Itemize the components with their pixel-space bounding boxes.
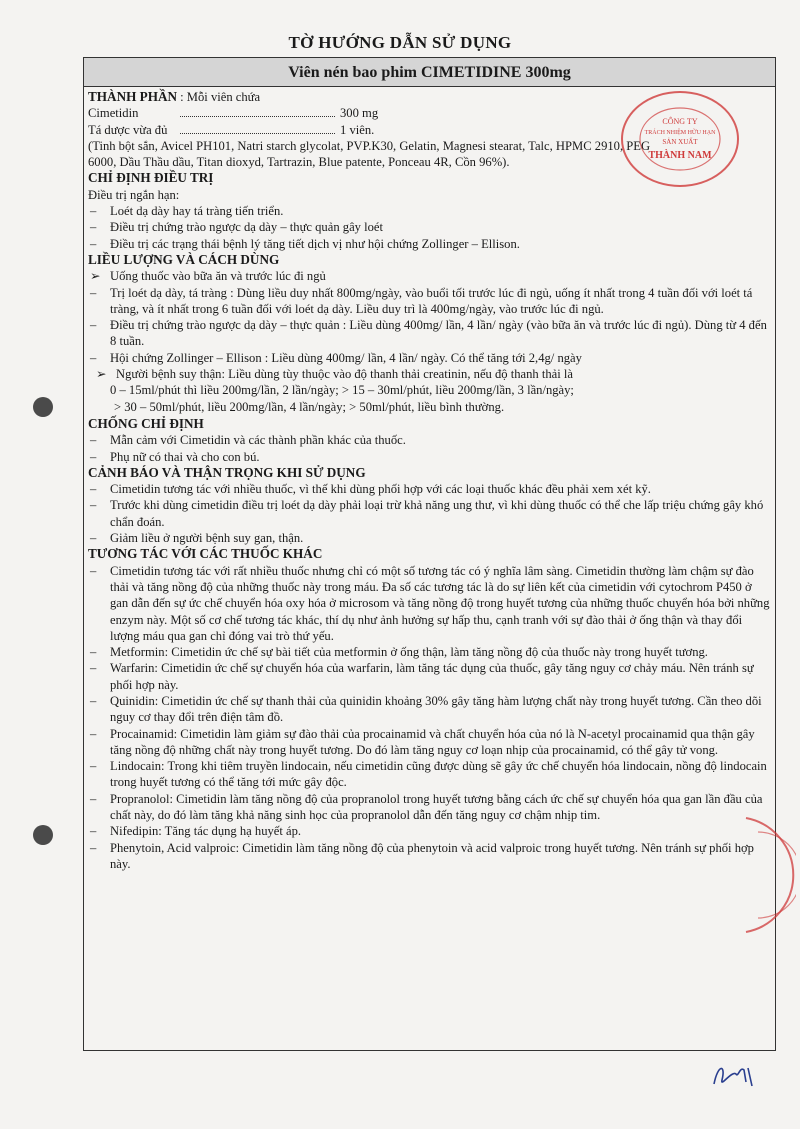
indications-intro: Điều trị ngắn hạn: [88,187,180,202]
list-item [88,758,771,791]
dash-bullet: – [90,498,97,513]
list-item-text: Hội chứng Zollinger – Ellison : Liều dùng 400mg/ lần, 4 lần/ ngày. Có thể tăng tới 2,4g/ ngày [110,350,582,365]
list-item-text: Propranolol: Cimetidin làm tăng nồng độ của propranolol trong huyết tương bằng cách ức chế sự chuyển hóa qua gan lần đầu của chất này, do đó làm tăng khả năng sinh học của propranolol dẫn đến tăng nguy cơ chậm nhịp tim. [110,791,763,823]
list-item-text: Loét dạ dày hay tá tràng tiến triển. [110,204,284,219]
list-item [88,563,771,644]
dash-bullet: – [90,220,97,235]
dash-bullet: – [90,791,97,806]
renal-dose-line: > 30 – 50ml/phút, liều 200mg/lần, 4 lần/ngày; > 50ml/phút, liều bình thường. [114,399,505,414]
dash-bullet: – [90,759,97,774]
dash-bullet: – [90,482,97,497]
list-item [88,203,771,219]
list-item-text: Giảm liều ở người bệnh suy gan, thận. [110,531,304,546]
list-item [88,530,771,546]
list-item-text: Metformin: Cimetidin ức chế sự bài tiết của metformin ở ống thận, làm tăng nồng độ của thuốc này trong huyết tương. [110,645,708,660]
ingredient-row [88,105,771,121]
dash-bullet: – [90,531,97,546]
list-item-text: Nifedipin: Tăng tác dụng hạ huyết áp. [110,824,302,839]
dash-bullet: – [90,661,97,676]
list-item [88,449,771,465]
list-item-text: Phụ nữ có thai và cho con bú. [110,449,260,464]
dash-bullet: – [90,433,97,448]
list-item [88,840,771,873]
content-frame [83,57,776,1051]
dash-bullet: – [90,693,97,708]
signature-mark [708,1060,768,1090]
document-body [84,87,775,872]
arrow-bullet-icon: ➢ [96,367,107,382]
dash-bullet: – [90,350,97,365]
punch-hole [33,825,53,845]
dash-bullet: – [90,318,97,333]
list-item-text: Cimetidin tương tác với rất nhiều thuốc nhưng chỉ có một số tương tác có ý nghĩa lâm sàng. Cimetidin thường làm chậm sự đào thải và tăng nồng độ của những thuốc này trong máu. Đa số các tương tác là do sự liên kết của cimetidin với cytochrom P450 ở gan dẫn đến sự ức chế chuyển hóa oxy hóa ở microsom và tăng nồng độ trong huyết tương của những thuốc chuyển hóa bởi những enzym này. Một số cơ chế tương tác khác, thí dụ như ảnh hưởng sự hấp thu, cạnh tranh với sự đào thải ở ống thận và thay đổi lượng máu qua gan chỉ đóng vai trò thứ yếu. [110,563,770,643]
ingredient-name: Tá dược vừa đủ [88,122,168,137]
list-item-text: Điều trị các trạng thái bệnh lý tăng tiết dịch vị như hội chứng Zollinger – Ellison. [110,236,520,251]
dash-bullet: – [90,204,97,219]
list-item [88,481,771,497]
list-item [88,219,771,235]
list-item-text: Lindocain: Trong khi tiêm truyền lindocain, nếu cimetidin cũng được dùng sẽ gây ức chế chuyển hóa lindocain, nồng độ lindocain trong huyết tương có thể tăng tới mức gây độc. [110,759,767,790]
warnings-heading: CẢNH BÁO VÀ THẬN TRỌNG KHI SỬ DỤNG [88,464,366,480]
dash-bullet: – [90,840,97,855]
ingredient-row [88,122,771,138]
dash-bullet: – [90,449,97,464]
dash-bullet: – [90,726,97,741]
list-item [88,317,771,350]
list-item [88,823,771,839]
seal-text: TRÁCH NHIỆM HỮU HẠN [644,130,716,136]
list-item [88,432,771,448]
document-title: TỜ HƯỚNG DẪN SỬ DỤNG [288,33,512,52]
list-item-text: Mẫn cảm với Cimetidin và các thành phần khác của thuốc. [110,433,406,448]
composition-heading: THÀNH PHẦN [88,89,178,104]
list-item-text: Uống thuốc vào bữa ăn và trước lúc đi ngủ [110,269,326,284]
excipients-detail: (Tinh bột sắn, Avicel PH101, Natri starch glycolat, PVP.K30, Gelatin, Magnesi stearat, Talc, HPMC 2910, PEG 6000, Dầu Thầu dầu, Titan dioxyd, Tartrazin, Blue patente, Ponceau 4R, Cồn 96%). [88,138,651,170]
list-item [88,236,771,252]
list-item [88,644,771,660]
indications-heading: CHỈ ĐỊNH ĐIỀU TRỊ [88,170,214,186]
composition-heading-suffix: : Mỗi viên chứa [177,90,261,104]
renal-dose-line: 0 – 15ml/phút thì liều 200mg/lần, 2 lần/ngày; > 15 – 30ml/phút, liều 200mg/lần, 3 lần/ngày; [110,383,574,398]
ingredient-amount: 300 mg [340,106,379,121]
list-item-text: Quinidin: Cimetidin ức chế sự thanh thải của quinidin khoảng 30% gây tăng hàm lượng chất này trong huyết tương. Cần theo dõi nguy cơ thay đổi trên điện tâm đồ. [110,693,762,725]
list-item-text: Trị loét dạ dày, tá tràng : Dùng liều duy nhất 800mg/ngày, vào buổi tối trước lúc đi ngủ, uống ít nhất trong 4 tuần đối với loét tá tràng, và ít nhất trong 6 tuần đối với loét dạ dày. Liều duy trì là 400mg/ngày, vào trước lúc đi ngủ. [110,285,753,316]
dotted-leader [180,124,335,134]
list-item [88,366,771,382]
dash-bullet: – [90,563,97,578]
seal-text: SẢN XUẤT [662,138,698,146]
dash-bullet: – [90,285,97,300]
seal-text: CÔNG TY [662,117,698,126]
contraindications-heading: CHỐNG CHỈ ĐỊNH [88,415,204,431]
list-item-text: Procainamid: Cimetidin làm giảm sự đào thải của procainamid và chất chuyển hóa của nó là N-acetyl procainamid qua thận gây tăng nồng độ những chất này trong huyết tương. Do đó làm tăng nguy cơ loạn nhịp của procainamid, có thể gây tử vong. [110,726,755,757]
interactions-heading: TƯƠNG TÁC VỚI CÁC THUỐC KHÁC [88,546,323,562]
seal-text: THÀNH NAM [648,150,712,161]
list-item [88,693,771,726]
dotted-leader [180,107,335,117]
list-item-text: Phenytoin, Acid valproic: Cimetidin làm tăng nồng độ của phenytoin và acid valproic trong huyết tương. Nên tránh sự phối hợp này. [110,840,754,871]
list-item [88,268,771,284]
list-item-text: Warfarin: Cimetidin ức chế sự chuyển hóa của warfarin, làm tăng tác dụng của thuốc, gây tăng nguy cơ chảy máu. Nên tránh sự phối hợp này. [110,661,754,692]
list-item-text: Cimetidin tương tác với nhiều thuốc, vì thế khi dùng phối hợp với các loại thuốc khác đều phải xem xét kỹ. [110,482,651,497]
list-item-text: Người bệnh suy thận: Liều dùng tùy thuộc vào độ thanh thải creatinin, nếu độ thanh thải là [116,367,573,382]
arrow-bullet-icon: ➢ [90,269,101,284]
ingredient-amount: 1 viên. [340,122,375,137]
product-banner: Viên nén bao phim CIMETIDINE 300mg [84,58,775,87]
list-item-text: Trước khi dùng cimetidin điều trị loét dạ dày phải loại trừ khả năng ung thư, vì khi dùng thuốc có thể che lấp triệu chứng gây khó chẩn đoán. [110,498,764,529]
list-item [88,660,771,693]
list-item-text: Điều trị chứng trào ngược dạ dày – thực quản : Liều dùng 400mg/ lần, 4 lần/ ngày (vào bữa ăn và trước lúc đi ngủ). Dùng từ 4 đến 8 tuần. [110,318,767,349]
list-item [88,285,771,318]
composition-heading-line [88,89,771,105]
dash-bullet: – [90,236,97,251]
punch-hole [33,397,53,417]
ingredient-name: Cimetidin [88,106,139,121]
list-item [88,497,771,530]
list-item [88,791,771,824]
list-item [88,350,771,366]
dosage-heading: LIỀU LƯỢNG VÀ CÁCH DÙNG [88,251,280,267]
dash-bullet: – [90,824,97,839]
dash-bullet: – [90,645,97,660]
list-item-text: Điều trị chứng trào ngược dạ dày – thực quản gây loét [110,220,383,235]
list-item [88,726,771,759]
